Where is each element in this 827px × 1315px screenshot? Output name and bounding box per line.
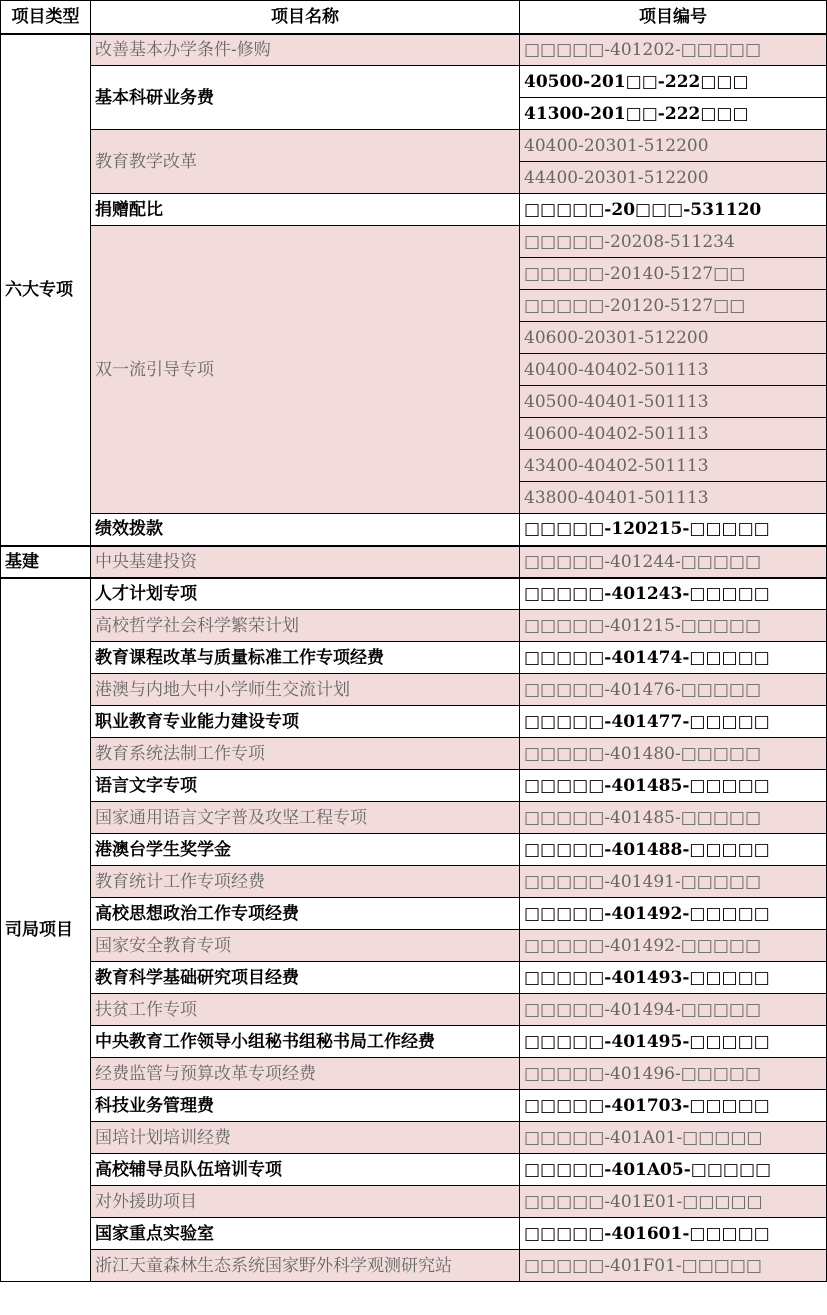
project-code: □□□□□-401494-□□□□□ [520, 994, 827, 1026]
project-code: □□□□□-401492-□□□□□ [520, 898, 827, 930]
project-name: 港澳与内地大中小学师生交流计划 [91, 674, 520, 706]
project-code: □□□□□-401485-□□□□□ [520, 802, 827, 834]
table-row [1, 66, 827, 98]
project-name: 国家重点实验室 [91, 1218, 520, 1250]
table-row [1, 130, 827, 162]
project-name: 人才计划专项 [91, 578, 520, 610]
project-code: □□□□□-401474-□□□□□ [520, 642, 827, 674]
project-name: 科技业务管理费 [91, 1090, 520, 1122]
project-name: 高校哲学社会科学繁荣计划 [91, 610, 520, 642]
table-row [1, 514, 827, 546]
table-row [1, 962, 827, 994]
table-row [1, 578, 827, 610]
project-name: 双一流引导专项 [91, 226, 520, 514]
project-name: 教育课程改革与质量标准工作专项经费 [91, 642, 520, 674]
table-row [1, 1122, 827, 1154]
project-name: 中央基建投资 [91, 546, 520, 578]
project-name: 高校思想政治工作专项经费 [91, 898, 520, 930]
table-row [1, 1026, 827, 1058]
project-code: 43800-40401-501113 [520, 482, 827, 514]
table-row [1, 1090, 827, 1122]
header-code: 项目编号 [520, 1, 827, 34]
project-name: 经费监管与预算改革专项经费 [91, 1058, 520, 1090]
table-row [1, 738, 827, 770]
table-row [1, 930, 827, 962]
project-code: □□□□□-401F01-□□□□□ [520, 1250, 827, 1282]
project-name: 捐赠配比 [91, 194, 520, 226]
project-code: □□□□□-401A01-□□□□□ [520, 1122, 827, 1154]
project-code: 43400-40402-501113 [520, 450, 827, 482]
table-row [1, 546, 827, 578]
table-row [1, 1186, 827, 1218]
project-name: 高校辅导员队伍培训专项 [91, 1154, 520, 1186]
project-code: □□□□□-401244-□□□□□ [520, 546, 827, 578]
table-row [1, 898, 827, 930]
project-code: □□□□□-401E01-□□□□□ [520, 1186, 827, 1218]
table-row [1, 866, 827, 898]
project-code: 44400-20301-512200 [520, 162, 827, 194]
table-row [1, 194, 827, 226]
group-jijian: 基建 [1, 546, 91, 578]
project-name: 国家安全教育专项 [91, 930, 520, 962]
project-code: 40400-40402-501113 [520, 354, 827, 386]
project-name: 中央教育工作领导小组秘书组秘书局工作经费 [91, 1026, 520, 1058]
project-code: □□□□□-401488-□□□□□ [520, 834, 827, 866]
table-row [1, 226, 827, 258]
table-row [1, 610, 827, 642]
project-code: □□□□□-401493-□□□□□ [520, 962, 827, 994]
project-code: □□□□□-20140-5127□□ [520, 258, 827, 290]
group-siju: 司局项目 [1, 578, 91, 1282]
project-code: □□□□□-401491-□□□□□ [520, 866, 827, 898]
project-code: □□□□□-401492-□□□□□ [520, 930, 827, 962]
project-name: 浙江天童森林生态系统国家野外科学观测研究站 [91, 1250, 520, 1282]
project-code: □□□□□-401703-□□□□□ [520, 1090, 827, 1122]
project-code: 40500-40401-501113 [520, 386, 827, 418]
project-code: □□□□□-401477-□□□□□ [520, 706, 827, 738]
project-name: 改善基本办学条件-修购 [91, 34, 520, 66]
project-code: 41300-201□□-222□□□ [520, 98, 827, 130]
project-name: 教育科学基础研究项目经费 [91, 962, 520, 994]
header-row [1, 1, 827, 34]
table-row [1, 834, 827, 866]
header-name: 项目名称 [91, 1, 520, 34]
project-code: □□□□□-401495-□□□□□ [520, 1026, 827, 1058]
group-six: 六大专项 [1, 34, 91, 546]
project-code: □□□□□-120215-□□□□□ [520, 514, 827, 546]
table-row [1, 1250, 827, 1282]
project-code: 40400-20301-512200 [520, 130, 827, 162]
table-row [1, 706, 827, 738]
project-code: 40600-40402-501113 [520, 418, 827, 450]
project-code: □□□□□-401480-□□□□□ [520, 738, 827, 770]
project-code: □□□□□-20208-511234 [520, 226, 827, 258]
table-row [1, 802, 827, 834]
project-code: 40500-201□□-222□□□ [520, 66, 827, 98]
project-code: □□□□□-401485-□□□□□ [520, 770, 827, 802]
table-row [1, 642, 827, 674]
project-name: 扶贫工作专项 [91, 994, 520, 1026]
table-row [1, 34, 827, 66]
project-name: 职业教育专业能力建设专项 [91, 706, 520, 738]
project-name: 对外援助项目 [91, 1186, 520, 1218]
project-name: 港澳台学生奖学金 [91, 834, 520, 866]
project-code: □□□□□-401202-□□□□□ [520, 34, 827, 66]
table-row [1, 1058, 827, 1090]
project-name: 教育教学改革 [91, 130, 520, 194]
project-code: □□□□□-401A05-□□□□□ [520, 1154, 827, 1186]
project-code: □□□□□-401601-□□□□□ [520, 1218, 827, 1250]
project-code: □□□□□-20120-5127□□ [520, 290, 827, 322]
table-row [1, 770, 827, 802]
project-name: 国培计划培训经费 [91, 1122, 520, 1154]
table-row [1, 994, 827, 1026]
project-name: 教育系统法制工作专项 [91, 738, 520, 770]
table-row [1, 1218, 827, 1250]
project-name: 教育统计工作专项经费 [91, 866, 520, 898]
project-code: □□□□□-401215-□□□□□ [520, 610, 827, 642]
project-name: 国家通用语言文字普及攻坚工程专项 [91, 802, 520, 834]
table-row [1, 1154, 827, 1186]
project-code: 40600-20301-512200 [520, 322, 827, 354]
project-code: □□□□□-401496-□□□□□ [520, 1058, 827, 1090]
project-code: □□□□□-401243-□□□□□ [520, 578, 827, 610]
project-code: □□□□□-401476-□□□□□ [520, 674, 827, 706]
project-code: □□□□□-20□□□-531120 [520, 194, 827, 226]
project-name: 绩效拨款 [91, 514, 520, 546]
project-name: 基本科研业务费 [91, 66, 520, 130]
project-name: 语言文字专项 [91, 770, 520, 802]
table-row [1, 674, 827, 706]
header-type: 项目类型 [1, 1, 91, 34]
